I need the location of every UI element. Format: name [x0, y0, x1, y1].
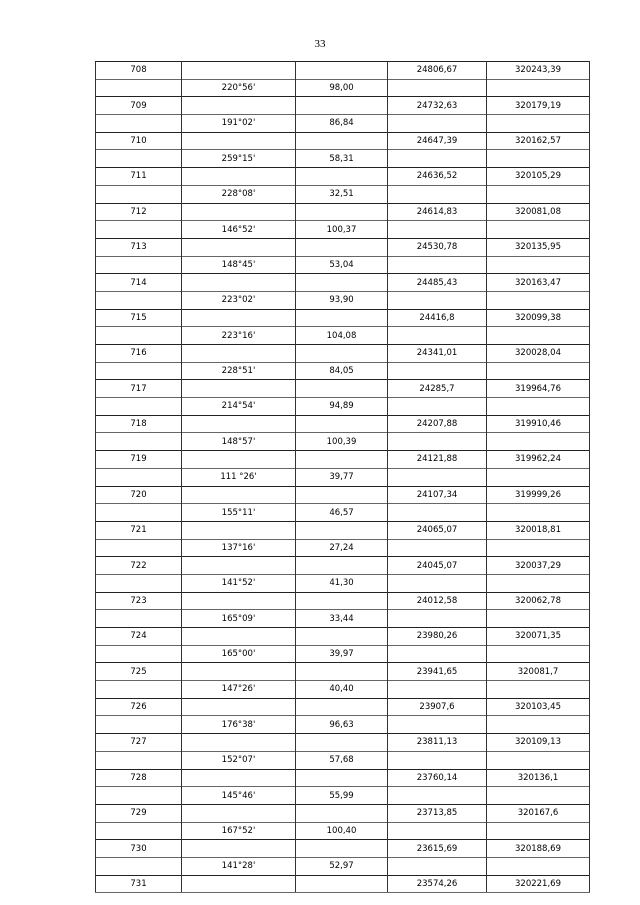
- empty-cell: [182, 168, 296, 186]
- empty-cell: [388, 504, 487, 522]
- empty-cell: [182, 698, 296, 716]
- coordinates-table-body: [96, 62, 590, 893]
- y-coordinate-cell: 320081,7: [487, 663, 590, 681]
- empty-cell: [296, 132, 388, 150]
- point-row: [96, 628, 590, 646]
- direction-angle-cell: 165°00': [182, 645, 296, 663]
- empty-cell: [388, 362, 487, 380]
- y-coordinate-cell: 320081,08: [487, 203, 590, 221]
- empty-cell: [182, 309, 296, 327]
- segment-row: [96, 468, 590, 486]
- empty-cell: [296, 698, 388, 716]
- empty-cell: [487, 787, 590, 805]
- y-coordinate-cell: 320167,6: [487, 804, 590, 822]
- empty-cell: [96, 787, 182, 805]
- segment-row: [96, 327, 590, 345]
- distance-cell: 96,63: [296, 716, 388, 734]
- x-coordinate-cell: 24107,34: [388, 486, 487, 504]
- x-coordinate-cell: 24045,07: [388, 557, 487, 575]
- direction-angle-cell: 147°26': [182, 681, 296, 699]
- empty-cell: [96, 327, 182, 345]
- point-number-cell: 726: [96, 698, 182, 716]
- y-coordinate-cell: 320162,57: [487, 132, 590, 150]
- empty-cell: [96, 398, 182, 416]
- segment-row: [96, 716, 590, 734]
- empty-cell: [182, 238, 296, 256]
- segment-row: [96, 681, 590, 699]
- point-number-cell: 711: [96, 168, 182, 186]
- empty-cell: [182, 345, 296, 363]
- point-number-cell: 716: [96, 345, 182, 363]
- segment-row: [96, 539, 590, 557]
- empty-cell: [388, 574, 487, 592]
- empty-cell: [296, 415, 388, 433]
- distance-cell: 33,44: [296, 610, 388, 628]
- empty-cell: [182, 486, 296, 504]
- point-row: [96, 734, 590, 752]
- point-row: [96, 521, 590, 539]
- x-coordinate-cell: 23713,85: [388, 804, 487, 822]
- empty-cell: [96, 291, 182, 309]
- point-row: [96, 132, 590, 150]
- empty-cell: [96, 822, 182, 840]
- empty-cell: [182, 734, 296, 752]
- empty-cell: [487, 291, 590, 309]
- empty-cell: [96, 716, 182, 734]
- empty-cell: [96, 362, 182, 380]
- empty-cell: [182, 62, 296, 80]
- point-row: [96, 97, 590, 115]
- distance-cell: 94,89: [296, 398, 388, 416]
- point-row: [96, 451, 590, 469]
- empty-cell: [388, 185, 487, 203]
- direction-angle-cell: 145°46': [182, 787, 296, 805]
- y-coordinate-cell: 320135,95: [487, 238, 590, 256]
- y-coordinate-cell: 320179,19: [487, 97, 590, 115]
- empty-cell: [388, 221, 487, 239]
- x-coordinate-cell: 23941,65: [388, 663, 487, 681]
- point-number-cell: 719: [96, 451, 182, 469]
- point-number-cell: 723: [96, 592, 182, 610]
- x-coordinate-cell: 24636,52: [388, 168, 487, 186]
- empty-cell: [487, 822, 590, 840]
- segment-row: [96, 150, 590, 168]
- distance-cell: 39,97: [296, 645, 388, 663]
- empty-cell: [296, 663, 388, 681]
- x-coordinate-cell: 24530,78: [388, 238, 487, 256]
- y-coordinate-cell: 320243,39: [487, 62, 590, 80]
- y-coordinate-cell: 319999,26: [487, 486, 590, 504]
- point-row: [96, 769, 590, 787]
- segment-row: [96, 751, 590, 769]
- distance-cell: 86,84: [296, 115, 388, 133]
- direction-angle-cell: 146°52': [182, 221, 296, 239]
- point-row: [96, 804, 590, 822]
- x-coordinate-cell: 24065,07: [388, 521, 487, 539]
- empty-cell: [487, 610, 590, 628]
- empty-cell: [182, 521, 296, 539]
- direction-angle-cell: 220°56': [182, 79, 296, 97]
- point-row: [96, 274, 590, 292]
- direction-angle-cell: 148°45': [182, 256, 296, 274]
- point-row: [96, 168, 590, 186]
- y-coordinate-cell: 320136,1: [487, 769, 590, 787]
- empty-cell: [388, 716, 487, 734]
- distance-cell: 100,39: [296, 433, 388, 451]
- empty-cell: [388, 433, 487, 451]
- coordinates-table: [95, 61, 590, 893]
- distance-cell: 39,77: [296, 468, 388, 486]
- empty-cell: [296, 875, 388, 893]
- y-coordinate-cell: 320163,47: [487, 274, 590, 292]
- segment-row: [96, 857, 590, 875]
- empty-cell: [182, 274, 296, 292]
- distance-cell: 57,68: [296, 751, 388, 769]
- empty-cell: [388, 291, 487, 309]
- empty-cell: [388, 150, 487, 168]
- direction-angle-cell: 176°38': [182, 716, 296, 734]
- point-number-cell: 708: [96, 62, 182, 80]
- segment-row: [96, 822, 590, 840]
- empty-cell: [388, 468, 487, 486]
- empty-cell: [296, 769, 388, 787]
- empty-cell: [487, 681, 590, 699]
- y-coordinate-cell: 320071,35: [487, 628, 590, 646]
- segment-row: [96, 504, 590, 522]
- empty-cell: [296, 628, 388, 646]
- point-row: [96, 875, 590, 893]
- empty-cell: [487, 645, 590, 663]
- point-number-cell: 728: [96, 769, 182, 787]
- empty-cell: [388, 751, 487, 769]
- point-number-cell: 722: [96, 557, 182, 575]
- empty-cell: [182, 557, 296, 575]
- empty-cell: [96, 221, 182, 239]
- segment-row: [96, 787, 590, 805]
- direction-angle-cell: 228°08': [182, 185, 296, 203]
- point-number-cell: 731: [96, 875, 182, 893]
- empty-cell: [487, 433, 590, 451]
- empty-cell: [96, 115, 182, 133]
- empty-cell: [182, 628, 296, 646]
- direction-angle-cell: 191°02': [182, 115, 296, 133]
- segment-row: [96, 610, 590, 628]
- empty-cell: [182, 97, 296, 115]
- empty-cell: [182, 592, 296, 610]
- distance-cell: 27,24: [296, 539, 388, 557]
- empty-cell: [388, 256, 487, 274]
- x-coordinate-cell: 24485,43: [388, 274, 487, 292]
- empty-cell: [182, 380, 296, 398]
- segment-row: [96, 221, 590, 239]
- distance-cell: 32,51: [296, 185, 388, 203]
- segment-row: [96, 574, 590, 592]
- distance-cell: 40,40: [296, 681, 388, 699]
- empty-cell: [388, 327, 487, 345]
- y-coordinate-cell: 320103,45: [487, 698, 590, 716]
- point-number-cell: 730: [96, 840, 182, 858]
- empty-cell: [182, 415, 296, 433]
- empty-cell: [182, 203, 296, 221]
- empty-cell: [487, 468, 590, 486]
- empty-cell: [296, 557, 388, 575]
- point-row: [96, 486, 590, 504]
- segment-row: [96, 256, 590, 274]
- empty-cell: [487, 716, 590, 734]
- empty-cell: [487, 857, 590, 875]
- point-number-cell: 724: [96, 628, 182, 646]
- segment-row: [96, 291, 590, 309]
- segment-row: [96, 362, 590, 380]
- empty-cell: [182, 663, 296, 681]
- empty-cell: [96, 79, 182, 97]
- empty-cell: [96, 610, 182, 628]
- y-coordinate-cell: 320018,81: [487, 521, 590, 539]
- empty-cell: [388, 79, 487, 97]
- empty-cell: [296, 274, 388, 292]
- empty-cell: [487, 150, 590, 168]
- empty-cell: [96, 857, 182, 875]
- empty-cell: [296, 521, 388, 539]
- x-coordinate-cell: 24285,7: [388, 380, 487, 398]
- distance-cell: 100,40: [296, 822, 388, 840]
- x-coordinate-cell: 24806,67: [388, 62, 487, 80]
- point-number-cell: 720: [96, 486, 182, 504]
- empty-cell: [487, 362, 590, 380]
- x-coordinate-cell: 23980,26: [388, 628, 487, 646]
- distance-cell: 46,57: [296, 504, 388, 522]
- direction-angle-cell: 111 °26': [182, 468, 296, 486]
- empty-cell: [96, 256, 182, 274]
- distance-cell: 53,04: [296, 256, 388, 274]
- point-number-cell: 729: [96, 804, 182, 822]
- point-number-cell: 712: [96, 203, 182, 221]
- segment-row: [96, 115, 590, 133]
- empty-cell: [388, 398, 487, 416]
- empty-cell: [182, 451, 296, 469]
- point-row: [96, 557, 590, 575]
- direction-angle-cell: 148°57': [182, 433, 296, 451]
- empty-cell: [487, 115, 590, 133]
- distance-cell: 52,97: [296, 857, 388, 875]
- y-coordinate-cell: 320105,29: [487, 168, 590, 186]
- x-coordinate-cell: 24121,88: [388, 451, 487, 469]
- y-coordinate-cell: 320221,69: [487, 875, 590, 893]
- direction-angle-cell: 137°16': [182, 539, 296, 557]
- x-coordinate-cell: 24341,01: [388, 345, 487, 363]
- empty-cell: [96, 645, 182, 663]
- empty-cell: [296, 345, 388, 363]
- segment-row: [96, 398, 590, 416]
- empty-cell: [96, 681, 182, 699]
- point-number-cell: 714: [96, 274, 182, 292]
- empty-cell: [388, 610, 487, 628]
- distance-cell: 41,30: [296, 574, 388, 592]
- segment-row: [96, 433, 590, 451]
- point-row: [96, 840, 590, 858]
- point-row: [96, 62, 590, 80]
- point-row: [96, 663, 590, 681]
- y-coordinate-cell: 320099,38: [487, 309, 590, 327]
- y-coordinate-cell: 320028,04: [487, 345, 590, 363]
- empty-cell: [296, 168, 388, 186]
- empty-cell: [96, 539, 182, 557]
- y-coordinate-cell: 319964,76: [487, 380, 590, 398]
- point-number-cell: 713: [96, 238, 182, 256]
- direction-angle-cell: 141°52': [182, 574, 296, 592]
- direction-angle-cell: 214°54': [182, 398, 296, 416]
- empty-cell: [487, 185, 590, 203]
- empty-cell: [388, 645, 487, 663]
- empty-cell: [388, 115, 487, 133]
- empty-cell: [388, 787, 487, 805]
- empty-cell: [296, 380, 388, 398]
- empty-cell: [487, 574, 590, 592]
- empty-cell: [388, 681, 487, 699]
- point-row: [96, 345, 590, 363]
- empty-cell: [182, 875, 296, 893]
- empty-cell: [182, 840, 296, 858]
- x-coordinate-cell: 24207,88: [388, 415, 487, 433]
- empty-cell: [487, 327, 590, 345]
- point-number-cell: 715: [96, 309, 182, 327]
- direction-angle-cell: 152°07': [182, 751, 296, 769]
- x-coordinate-cell: 23574,26: [388, 875, 487, 893]
- x-coordinate-cell: 23907,6: [388, 698, 487, 716]
- point-row: [96, 238, 590, 256]
- x-coordinate-cell: 24647,39: [388, 132, 487, 150]
- point-number-cell: 709: [96, 97, 182, 115]
- direction-angle-cell: 259°15': [182, 150, 296, 168]
- empty-cell: [296, 97, 388, 115]
- empty-cell: [182, 804, 296, 822]
- segment-row: [96, 79, 590, 97]
- empty-cell: [388, 539, 487, 557]
- y-coordinate-cell: 319910,46: [487, 415, 590, 433]
- point-row: [96, 309, 590, 327]
- point-row: [96, 415, 590, 433]
- distance-cell: 98,00: [296, 79, 388, 97]
- point-number-cell: 725: [96, 663, 182, 681]
- empty-cell: [296, 451, 388, 469]
- point-row: [96, 698, 590, 716]
- point-number-cell: 721: [96, 521, 182, 539]
- empty-cell: [296, 309, 388, 327]
- empty-cell: [96, 150, 182, 168]
- direction-angle-cell: 165°09': [182, 610, 296, 628]
- empty-cell: [96, 751, 182, 769]
- empty-cell: [296, 203, 388, 221]
- empty-cell: [487, 504, 590, 522]
- empty-cell: [96, 504, 182, 522]
- segment-row: [96, 645, 590, 663]
- y-coordinate-cell: 320037,29: [487, 557, 590, 575]
- direction-angle-cell: 167°52': [182, 822, 296, 840]
- direction-angle-cell: 155°11': [182, 504, 296, 522]
- empty-cell: [296, 62, 388, 80]
- empty-cell: [96, 574, 182, 592]
- direction-angle-cell: 141°28': [182, 857, 296, 875]
- empty-cell: [487, 256, 590, 274]
- empty-cell: [487, 398, 590, 416]
- direction-angle-cell: 228°51': [182, 362, 296, 380]
- y-coordinate-cell: 320062,78: [487, 592, 590, 610]
- empty-cell: [487, 751, 590, 769]
- x-coordinate-cell: 24012,58: [388, 592, 487, 610]
- empty-cell: [487, 539, 590, 557]
- direction-angle-cell: 223°16': [182, 327, 296, 345]
- empty-cell: [487, 221, 590, 239]
- point-row: [96, 203, 590, 221]
- empty-cell: [296, 804, 388, 822]
- empty-cell: [96, 468, 182, 486]
- empty-cell: [388, 857, 487, 875]
- x-coordinate-cell: 24732,63: [388, 97, 487, 115]
- distance-cell: 93,90: [296, 291, 388, 309]
- empty-cell: [96, 433, 182, 451]
- empty-cell: [182, 132, 296, 150]
- point-number-cell: 717: [96, 380, 182, 398]
- point-number-cell: 727: [96, 734, 182, 752]
- distance-cell: 84,05: [296, 362, 388, 380]
- empty-cell: [96, 185, 182, 203]
- page-number: 33: [314, 38, 326, 50]
- x-coordinate-cell: 23760,14: [388, 769, 487, 787]
- empty-cell: [487, 79, 590, 97]
- y-coordinate-cell: 320188,69: [487, 840, 590, 858]
- distance-cell: 104,08: [296, 327, 388, 345]
- distance-cell: 100,37: [296, 221, 388, 239]
- empty-cell: [388, 822, 487, 840]
- x-coordinate-cell: 23811,13: [388, 734, 487, 752]
- x-coordinate-cell: 23615,69: [388, 840, 487, 858]
- distance-cell: 55,99: [296, 787, 388, 805]
- y-coordinate-cell: 320109,13: [487, 734, 590, 752]
- direction-angle-cell: 223°02': [182, 291, 296, 309]
- empty-cell: [296, 238, 388, 256]
- point-row: [96, 380, 590, 398]
- point-number-cell: 710: [96, 132, 182, 150]
- y-coordinate-cell: 319962,24: [487, 451, 590, 469]
- point-number-cell: 718: [96, 415, 182, 433]
- empty-cell: [296, 840, 388, 858]
- empty-cell: [296, 486, 388, 504]
- segment-row: [96, 185, 590, 203]
- x-coordinate-cell: 24614,83: [388, 203, 487, 221]
- empty-cell: [296, 592, 388, 610]
- distance-cell: 58,31: [296, 150, 388, 168]
- empty-cell: [182, 769, 296, 787]
- point-row: [96, 592, 590, 610]
- x-coordinate-cell: 24416,8: [388, 309, 487, 327]
- empty-cell: [296, 734, 388, 752]
